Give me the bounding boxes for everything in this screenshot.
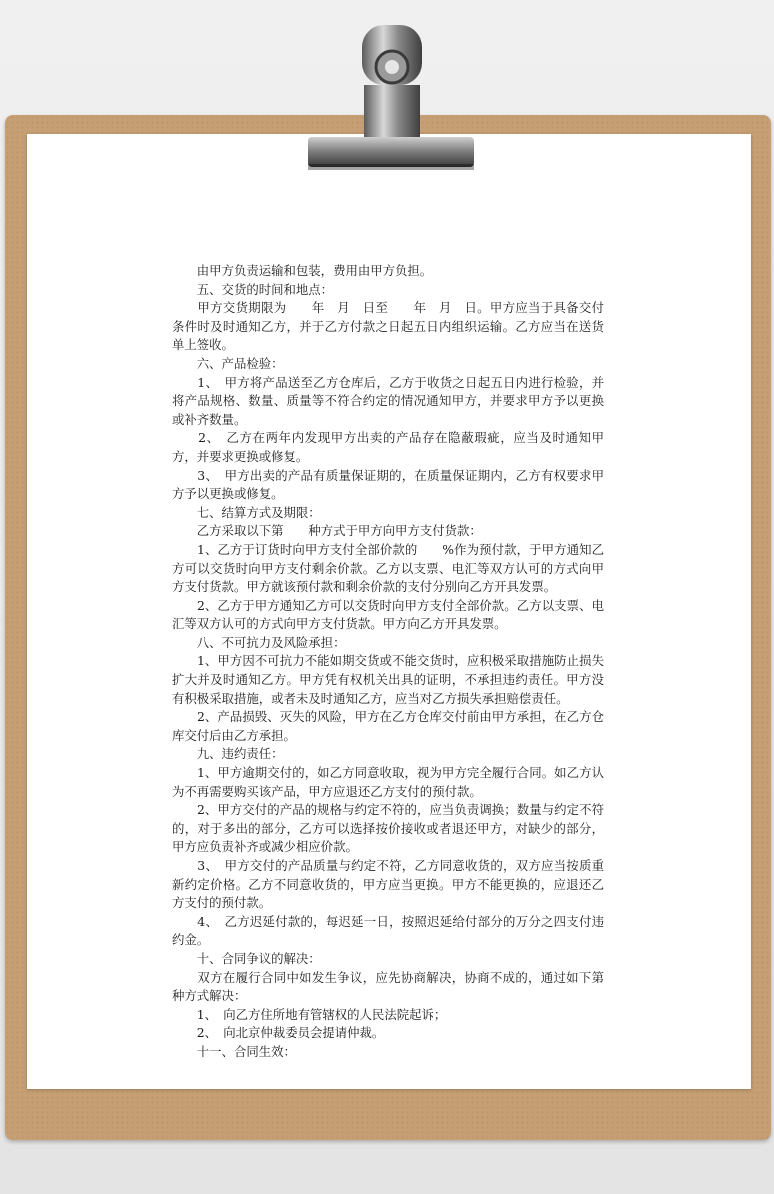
paragraph: 双方在履行合同中如发生争议，应先协商解决，协商不成的，通过如下第种方式解决： — [172, 969, 604, 1004]
binder-clip-icon — [300, 25, 480, 177]
paragraph: 4、 乙方迟延付款的，每迟延一日，按照迟延给付部分的万分之四支付违约金。 — [172, 913, 604, 948]
section-heading: 九、违约责任： — [172, 746, 284, 762]
paragraph: 由甲方负责运输和包装，费用由甲方负担。 — [172, 263, 433, 278]
section-heading: 十、合同争议的解决： — [172, 950, 321, 966]
section-heading: 六、产品检验： — [172, 355, 284, 371]
paragraph: 1、 向乙方住所地有管辖权的人民法院起诉； — [172, 1006, 447, 1022]
paragraph: 2、甲方交付的产品的规格与约定不符的，应当负责调换；数量与约定不符的，对于多出的部分，乙方可以选择按价接收或者退还甲方，对缺少的部分，甲方应负责补齐或减少相应价款。 — [172, 802, 604, 855]
paragraph: 乙方采取以下第 种方式于甲方向甲方支付货款： — [172, 523, 482, 539]
paragraph: 1、乙方于订货时向甲方支付全部价款的 %作为预付款，于甲方通知乙方可以交货时向甲方支付剩余价款。乙方以支票、电汇等双方认可的方式向甲方支付货款。甲方就该预付款和剩余价款的支付分别向乙方开具发票。 — [172, 541, 604, 595]
paragraph: 1、甲方因不可抗力不能如期交货或不能交货时，应积极采取措施防止损失扩大并及时通知乙方。甲方凭有权机关出具的证明，不承担违约责任。甲方没有积极采取措施，或者未及时通知乙方，应当对乙方损失承担赔偿责任。 — [172, 653, 604, 706]
paragraph: 3、 甲方交付的产品质量与约定不符，乙方同意收货的，双方应当按质重新约定价格。乙方不同意收货的，甲方应当更换。甲方不能更换的，应退还乙方支付的预付款。 — [172, 858, 604, 911]
contract-text — [172, 262, 604, 1062]
paragraph: 2、 向北京仲裁委员会提请仲裁。 — [172, 1025, 385, 1041]
paragraph: 3、 甲方出卖的产品有质量保证期的，在质量保证期内，乙方有权要求甲方予以更换或修复。 — [172, 467, 604, 502]
section-heading: 八、不可抗力及风险承担： — [172, 634, 346, 650]
paragraph: 2、乙方于甲方通知乙方可以交货时向甲方支付全部价款。乙方以支票、电汇等双方认可的方式向甲方支付货款。甲方向乙方开具发票。 — [172, 597, 604, 632]
paragraph: 2、 乙方在两年内发现甲方出卖的产品存在隐蔽瑕疵，应当及时通知甲方，并要求更换或修复。 — [172, 430, 604, 464]
paragraph: 2、产品损毁、灭失的风险，甲方在乙方仓库交付前由甲方承担，在乙方仓库交付后由乙方承担。 — [172, 709, 604, 743]
paragraph: 甲方交货期限为 年 月 日至 年 月 日。甲方应当于具备交付条件时及时通知乙方，并于乙方付款之日起五日内组织运输。乙方应当在送货单上签收。 — [172, 300, 604, 353]
section-heading: 十一、合同生效： — [172, 1043, 296, 1059]
paragraph: 1、 甲方将产品送至乙方仓库后，乙方于收货之日起五日内进行检验，并将产品规格、数量、质量等不符合约定的情况通知甲方，并要求甲方予以更换或补齐数量。 — [172, 374, 604, 427]
paragraph: 1、甲方逾期交付的，如乙方同意收取，视为甲方完全履行合同。如乙方认为不再需要购买该产品，甲方应退还乙方支付的预付款。 — [172, 765, 604, 799]
section-heading: 七、结算方式及期限： — [172, 504, 321, 520]
section-heading: 五、交货的时间和地点： — [172, 281, 334, 297]
